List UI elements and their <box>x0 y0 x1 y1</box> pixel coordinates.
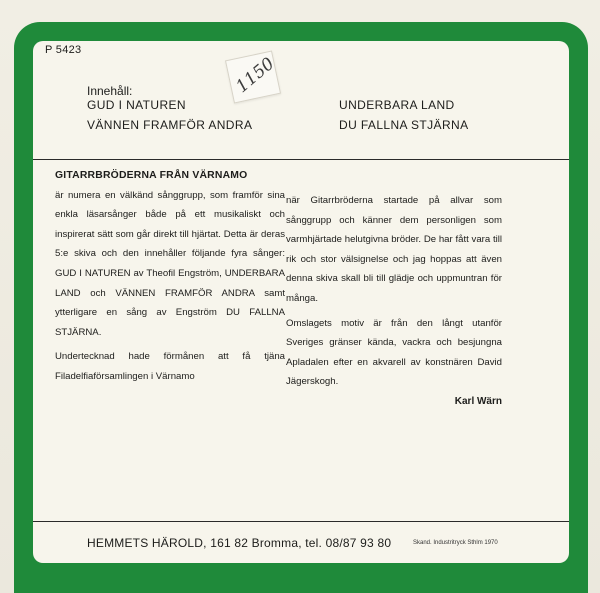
divider <box>33 521 569 522</box>
liner-notes-paragraph: Undertecknad hade förmånen att få tjäna Filadelfiaförsamlingen i Värnamo <box>55 351 285 382</box>
song-title: UNDERBARA LAND <box>339 98 455 112</box>
catalog-number: P 5423 <box>45 44 82 56</box>
liner-notes-heading: GITARRBRÖDERNA FRÅN VÄRNAMO <box>55 170 248 181</box>
price-sticker-text: 1150 <box>232 53 279 98</box>
song-title: DU FALLNA STJÄRNA <box>339 118 469 132</box>
bottom-section <box>33 41 569 563</box>
signature: Karl Wärn <box>454 395 502 407</box>
song-title: VÄNNEN FRAMFÖR ANDRA <box>87 118 253 132</box>
contents-label: Innehåll: <box>87 84 133 98</box>
liner-notes-paragraph: Omslagets motiv är från den långt utanför Sveriges gränser kända, vackra och besjungna Apladalen efter en akvarell av konstnären David Jägerskogh. <box>286 317 502 388</box>
song-title: GUD I NATUREN <box>87 98 186 112</box>
publisher-info: HEMMETS HÄROLD, 161 82 Bromma, tel. 08/87 93 80 <box>87 536 392 550</box>
liner-notes-paragraph: är numera en välkänd sånggrupp, som framför sina enkla läsarsånger både på ett musikaliskt och inspirerat sätt som går direkt till hjärtat. Detta är deras 5:e skiva och den innehåller följande fyra sånger: GUD I NATUREN av Theofil Engström, UNDERBARA LAND och VÄNNEN FRAMFÖR ANDRA samt ytterligare en sång av Engström DU FALLNA STJÄRNA. <box>55 189 285 338</box>
liner-notes-paragraph: när Gitarrbröderna startade på allvar som sånggrupp och känner dem personligen som varmhjärtade helutgivna bröder. De har fått vara till rik och stor välsignelse och jag hoppas att även denna skiva skall bli till glädje och uppmuntran för många. <box>286 195 502 304</box>
printer-credit: Skand. Industritryck Sthlm 1970 <box>413 540 498 546</box>
